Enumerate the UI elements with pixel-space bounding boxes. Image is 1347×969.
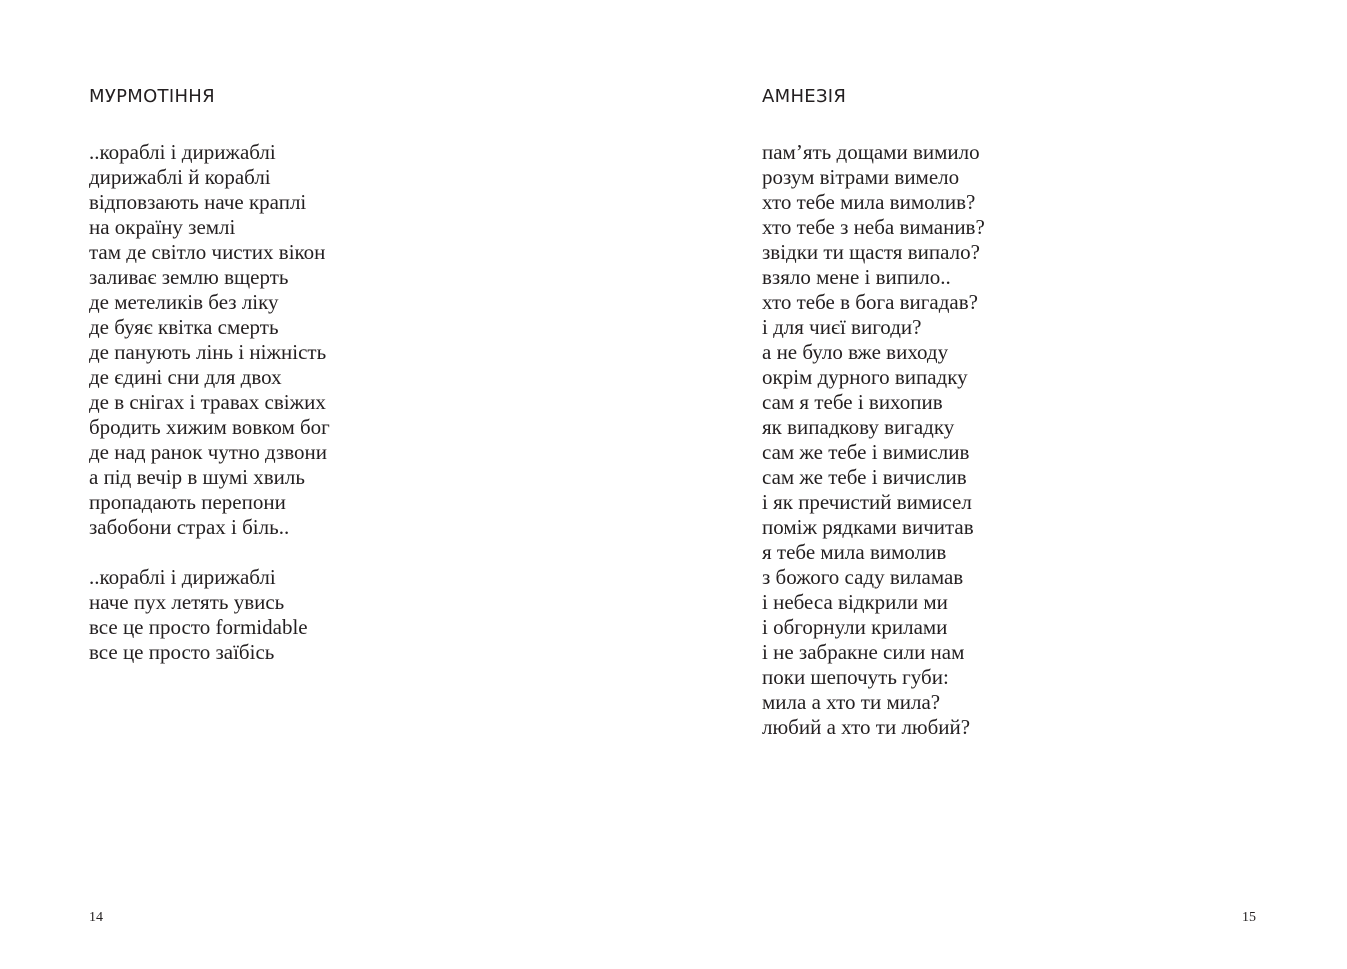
verse-line: поміж рядками вичитав bbox=[762, 515, 974, 539]
verse-line: бродить хижим вовком бог bbox=[89, 415, 330, 439]
verse-line: а під вечір в шумі хвиль bbox=[89, 465, 305, 489]
verse-line: розум вітрами вимело bbox=[762, 165, 960, 189]
verse-line: і для чиєї вигоди? bbox=[762, 315, 922, 339]
verse-line: ..кораблі і дирижаблі bbox=[89, 565, 276, 589]
verse-line: взяло мене і випило.. bbox=[762, 265, 951, 289]
verse-line: і як пречистий вимисел bbox=[762, 490, 972, 514]
verse-line: окрім дурного випадку bbox=[762, 365, 968, 389]
verse-line: де метеликів без ліку bbox=[89, 290, 279, 314]
verse-line: я тебе мила вимолив bbox=[762, 540, 947, 564]
verse-line: і небеса відкрили ми bbox=[762, 590, 948, 614]
verse-line: забобони страх і біль.. bbox=[89, 515, 290, 539]
verse-line: де над ранок чутно дзвони bbox=[89, 440, 327, 464]
verse-line: де в снігах і травах свіжих bbox=[89, 390, 326, 414]
stanza bbox=[89, 140, 330, 540]
verse-line: все це просто formidable bbox=[89, 615, 308, 639]
verse-line: а не було вже виходу bbox=[762, 340, 949, 364]
verse-line: пам’ять дощами вимило bbox=[762, 140, 980, 164]
left-page bbox=[0, 0, 673, 969]
right-page bbox=[673, 0, 1347, 969]
verse-line: наче пух летять увись bbox=[89, 590, 285, 614]
verse-line: мила а хто ти мила? bbox=[762, 690, 941, 714]
verse-line: і не забракне сили нам bbox=[762, 640, 965, 664]
verse-line: сам же тебе і вичислив bbox=[762, 465, 967, 489]
verse-line: хто тебе мила вимолив? bbox=[762, 190, 976, 214]
verse-line: і обгорнули крилами bbox=[762, 615, 948, 639]
verse-line: де панують лінь і ніжність bbox=[89, 340, 327, 364]
verse-line: заливає землю вщерть bbox=[89, 265, 289, 289]
poem-body bbox=[89, 140, 330, 665]
verse-line: сам я тебе і вихопив bbox=[762, 390, 943, 414]
verse-line: ..кораблі і дирижаблі bbox=[89, 140, 276, 164]
verse-line: хто тебе з неба виманив? bbox=[762, 215, 985, 239]
verse-line: де єдині сни для двох bbox=[89, 365, 282, 389]
verse-line: все це просто заїбісь bbox=[89, 640, 275, 664]
verse-line: звідки ти щастя випало? bbox=[762, 240, 980, 264]
verse-line: як випадкову вигадку bbox=[762, 415, 955, 439]
verse-line: дирижаблі й кораблі bbox=[89, 165, 271, 189]
stanza bbox=[762, 140, 985, 740]
page-number: 14 bbox=[89, 910, 103, 925]
verse-line: на окраїну землі bbox=[89, 215, 236, 239]
verse-line: любий а хто ти любий? bbox=[762, 715, 971, 739]
poem-body bbox=[762, 140, 985, 740]
verse-line: поки шепочуть губи: bbox=[762, 665, 949, 689]
verse-line: там де світло чистих вікон bbox=[89, 240, 326, 264]
page-number: 15 bbox=[1242, 910, 1256, 925]
stanza bbox=[89, 565, 330, 665]
verse-line: з божого саду виламав bbox=[762, 565, 964, 589]
verse-line: хто тебе в бога вигадав? bbox=[762, 290, 978, 314]
verse-line: відповзають наче краплі bbox=[89, 190, 307, 214]
poem-title: МУРМОТІННЯ bbox=[89, 86, 215, 107]
verse-line: де буяє квітка смерть bbox=[89, 315, 279, 339]
verse-line: сам же тебе і вимислив bbox=[762, 440, 970, 464]
poem-title: АМНЕЗІЯ bbox=[762, 86, 847, 107]
verse-line: пропадають перепони bbox=[89, 490, 286, 514]
